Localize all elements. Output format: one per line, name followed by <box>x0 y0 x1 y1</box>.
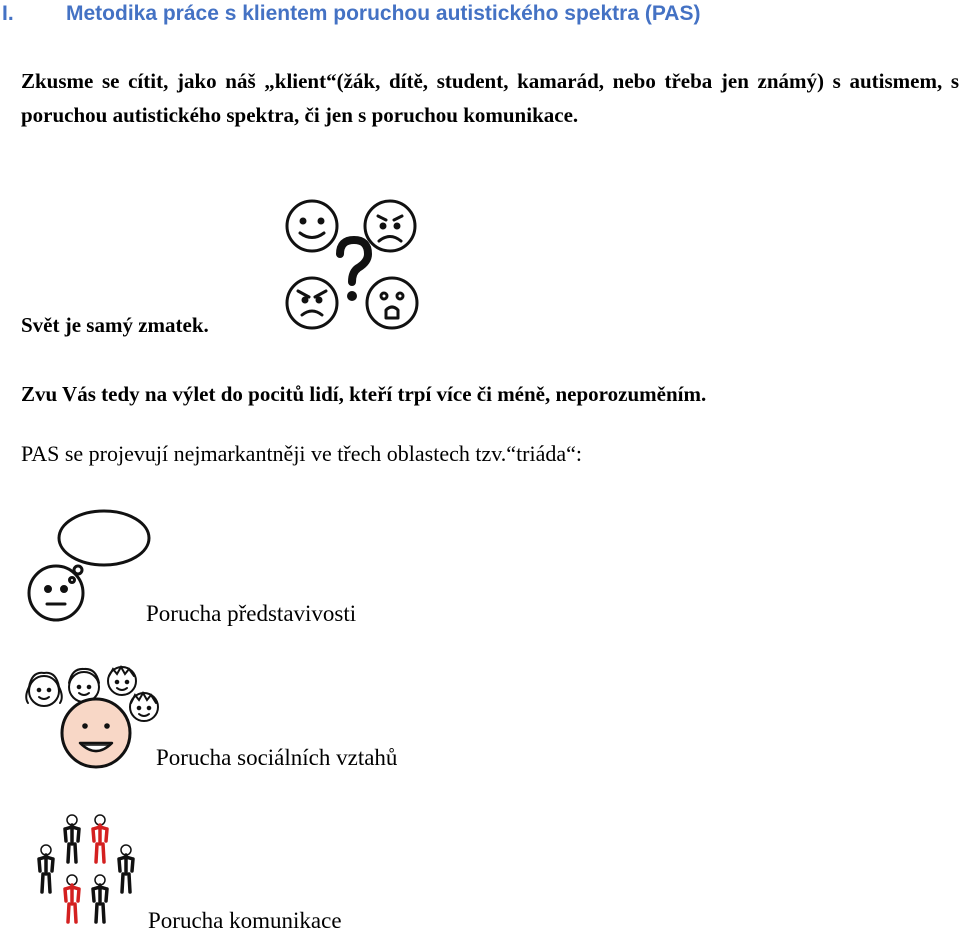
area-label-social: Porucha sociálních vztahů <box>156 745 398 770</box>
thinking-face-icon <box>22 508 152 628</box>
triad-intro: PAS se projevují nejmarkantněji ve třech oblastech tzv.“triáda“: <box>21 441 583 466</box>
invite-sentence: Zvu Vás tedy na výlet do pocitů lidí, kteří trpí více či méně, neporozuměním. <box>21 382 707 406</box>
section-number: I. <box>2 2 14 25</box>
intro-paragraph: Zkusme se cítit, jako náš „klient“(žák, dítě, student, kamarád, nebo třeba jen známý) s autismem, s poruchou autistického spektra, či jen s poruchou komunikace. <box>21 69 959 127</box>
stick-figure-icon <box>119 845 133 892</box>
section-title: Metodika práce s klientem poruchou autistického spektra (PAS) <box>66 2 701 25</box>
area-label-imagination: Porucha představivosti <box>146 601 357 626</box>
stick-figure-icon <box>93 875 107 922</box>
stick-figure-icon <box>39 845 53 892</box>
world-sentence: Svět je samý zmatek. <box>21 313 209 337</box>
stick-figure-icon <box>65 815 79 862</box>
social-faces-icon <box>22 663 162 775</box>
stick-figure-icon <box>65 875 79 922</box>
area-label-communication: Porucha komunikace <box>148 908 342 933</box>
section-heading <box>0 2 700 26</box>
stick-figure-icon <box>93 815 107 862</box>
stick-figures-icon <box>34 812 138 936</box>
